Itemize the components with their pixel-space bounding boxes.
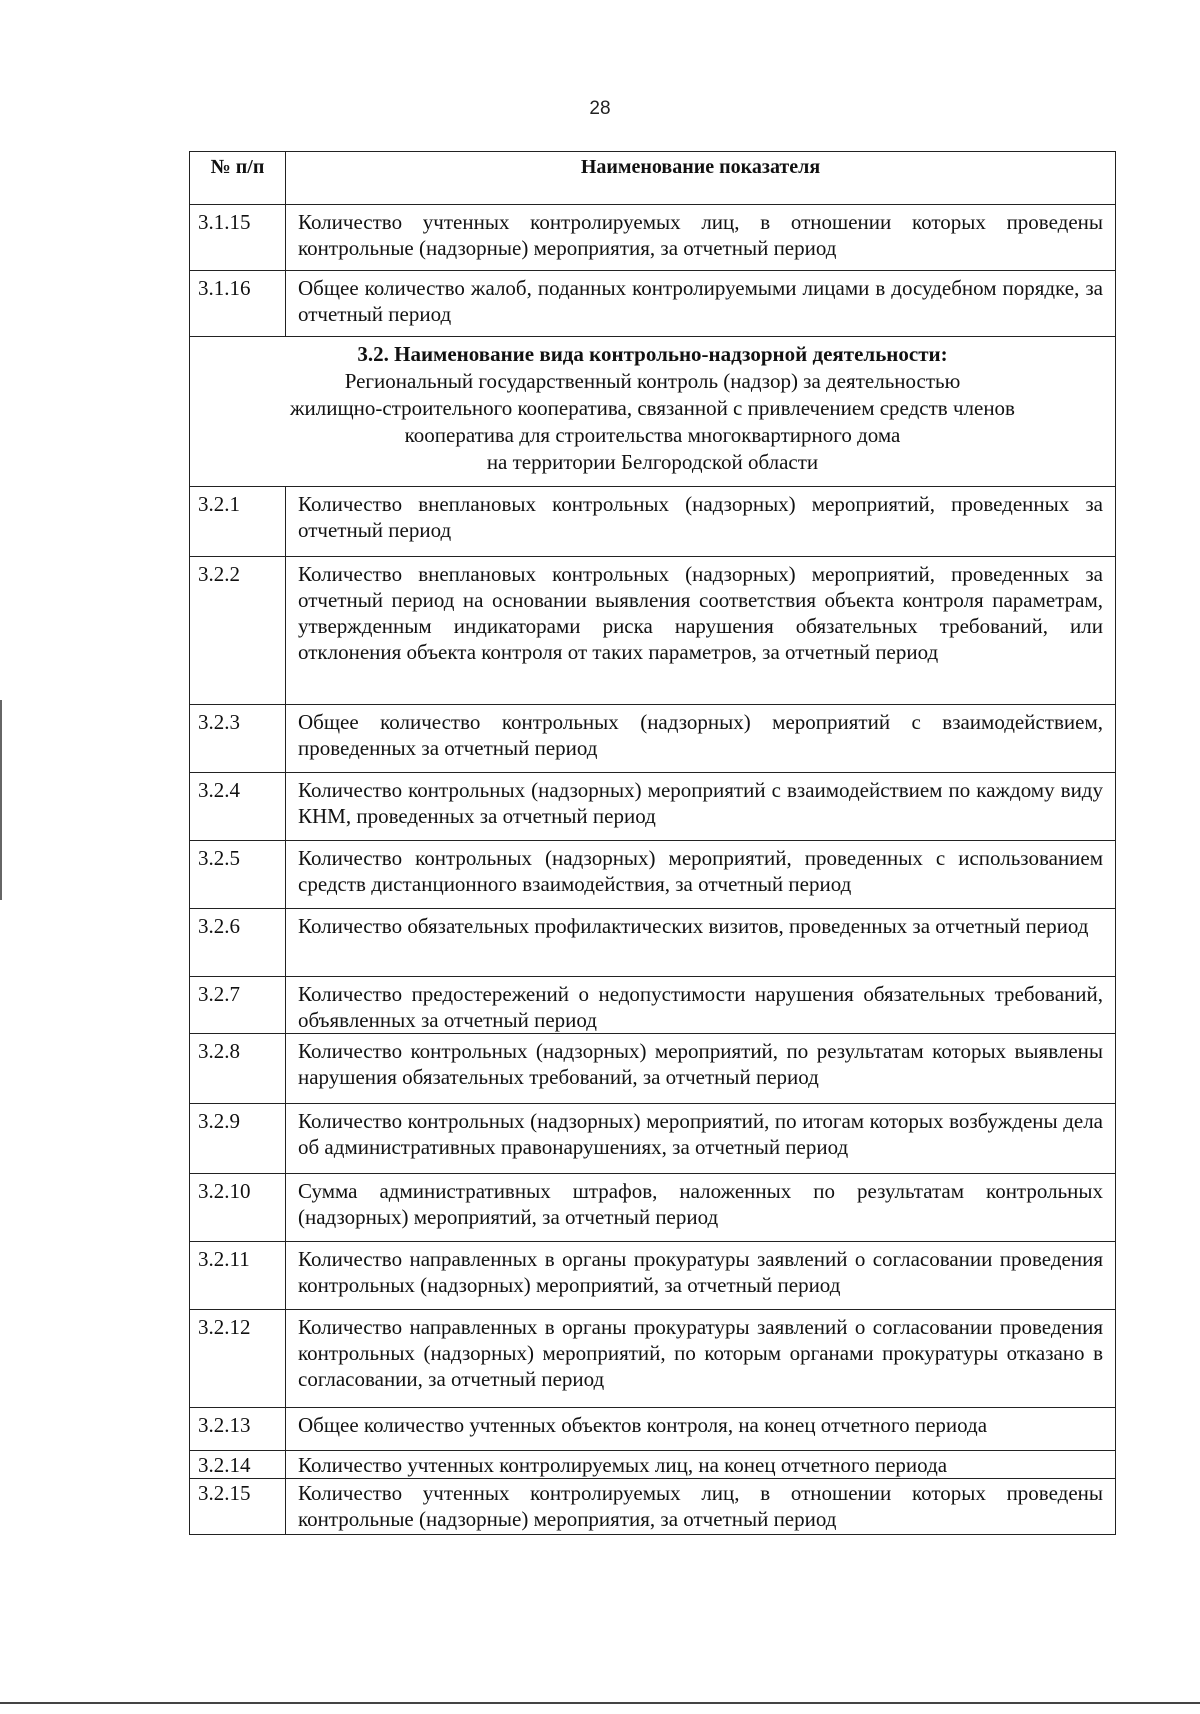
row-number: 3.2.6 [190, 909, 286, 977]
scan-bottom-edge [0, 1702, 1200, 1704]
row-number: 3.2.13 [190, 1408, 286, 1451]
row-number: 3.2.3 [190, 705, 286, 773]
section-line: кооператива для строительства многоквартирного дома [404, 423, 901, 447]
header-name: Наименование показателя [286, 152, 1116, 205]
table-row [190, 773, 1116, 841]
table-row [190, 205, 1116, 271]
row-number: 3.2.7 [190, 977, 286, 1034]
table-row [190, 1034, 1116, 1104]
table-row [190, 557, 1116, 705]
header-number: № п/п [190, 152, 286, 205]
table-header-row [190, 152, 1116, 205]
section-heading [190, 337, 1116, 487]
row-text: Количество направленных в органы прокуратуры заявлений о согласовании проведения контрольных (надзорных) мероприятий, за отчетный период [286, 1242, 1116, 1310]
row-number: 3.1.16 [190, 271, 286, 337]
row-number: 3.2.10 [190, 1174, 286, 1242]
section-title: 3.2. Наименование вида контрольно-надзорной деятельности: [357, 342, 948, 366]
section-heading-row [190, 337, 1116, 487]
row-text: Количество контрольных (надзорных) мероприятий, по результатам которых выявлены нарушения обязательных требований, за отчетный период [286, 1034, 1116, 1104]
row-text: Количество внеплановых контрольных (надзорных) мероприятий, проведенных за отчетный период на основании выявления соответствия объекта контроля параметрам, утвержденным индикаторами риска нарушения обязательных требований, или отклонения объекта контроля от таких параметров, за отчетный период [286, 557, 1116, 705]
indicators-table [189, 151, 1116, 1535]
table-row [190, 1174, 1116, 1242]
table-row [190, 1242, 1116, 1310]
row-text: Количество направленных в органы прокуратуры заявлений о согласовании проведения контрольных (надзорных) мероприятий, по которым органами прокуратуры отказано в согласовании, за отчетный период [286, 1310, 1116, 1408]
row-number: 3.2.5 [190, 841, 286, 909]
row-text: Количество контрольных (надзорных) мероприятий, проведенных с использованием средств дистанционного взаимодействия, за отчетный период [286, 841, 1116, 909]
row-number: 3.2.12 [190, 1310, 286, 1408]
row-number: 3.2.8 [190, 1034, 286, 1104]
row-number: 3.2.14 [190, 1451, 286, 1479]
row-number: 3.2.2 [190, 557, 286, 705]
row-number: 3.1.15 [190, 205, 286, 271]
row-number: 3.2.15 [190, 1479, 286, 1535]
table-row [190, 705, 1116, 773]
row-text: Количество обязательных профилактических визитов, проведенных за отчетный период [286, 909, 1116, 977]
table-row [190, 909, 1116, 977]
table-row [190, 1310, 1116, 1408]
row-text: Количество контрольных (надзорных) мероприятий с взаимодействием по каждому виду КНМ, проведенных за отчетный период [286, 773, 1116, 841]
scan-edge-mark [0, 700, 2, 900]
table-row [190, 1104, 1116, 1174]
row-text: Общее количество контрольных (надзорных) мероприятий с взаимодействием, проведенных за отчетный период [286, 705, 1116, 773]
section-line: на территории Белгородской области [486, 450, 819, 474]
section-line: Региональный государственный контроль (надзор) за деятельностью [344, 369, 961, 393]
row-text: Количество внеплановых контрольных (надзорных) мероприятий, проведенных за отчетный период [286, 487, 1116, 557]
table-row [190, 1451, 1116, 1479]
row-text: Количество предостережений о недопустимости нарушения обязательных требований, объявленных за отчетный период [286, 977, 1116, 1034]
row-text: Общее количество жалоб, поданных контролируемыми лицами в досудебном порядке, за отчетный период [286, 271, 1116, 337]
row-text: Общее количество учтенных объектов контроля, на конец отчетного периода [286, 1408, 1116, 1451]
row-number: 3.2.4 [190, 773, 286, 841]
table-row [190, 1479, 1116, 1535]
row-number: 3.2.1 [190, 487, 286, 557]
table-row [190, 977, 1116, 1034]
row-text: Сумма административных штрафов, наложенных по результатам контрольных (надзорных) мероприятий, за отчетный период [286, 1174, 1116, 1242]
row-text: Количество учтенных контролируемых лиц, на конец отчетного периода [286, 1451, 1116, 1479]
row-text: Количество контрольных (надзорных) мероприятий, по итогам которых возбуждены дела об административных правонарушениях, за отчетный период [286, 1104, 1116, 1174]
row-text: Количество учтенных контролируемых лиц, в отношении которых проведены контрольные (надзорные) мероприятия, за отчетный период [286, 205, 1116, 271]
table-row [190, 841, 1116, 909]
section-line: жилищно-строительного кооператива, связанной с привлечением средств членов [290, 396, 1015, 420]
page-number: 28 [589, 98, 611, 119]
row-number: 3.2.11 [190, 1242, 286, 1310]
row-number: 3.2.9 [190, 1104, 286, 1174]
table-row [190, 271, 1116, 337]
table-row [190, 1408, 1116, 1451]
table-row [190, 487, 1116, 557]
row-text: Количество учтенных контролируемых лиц, в отношении которых проведены контрольные (надзорные) мероприятия, за отчетный период [286, 1479, 1116, 1535]
